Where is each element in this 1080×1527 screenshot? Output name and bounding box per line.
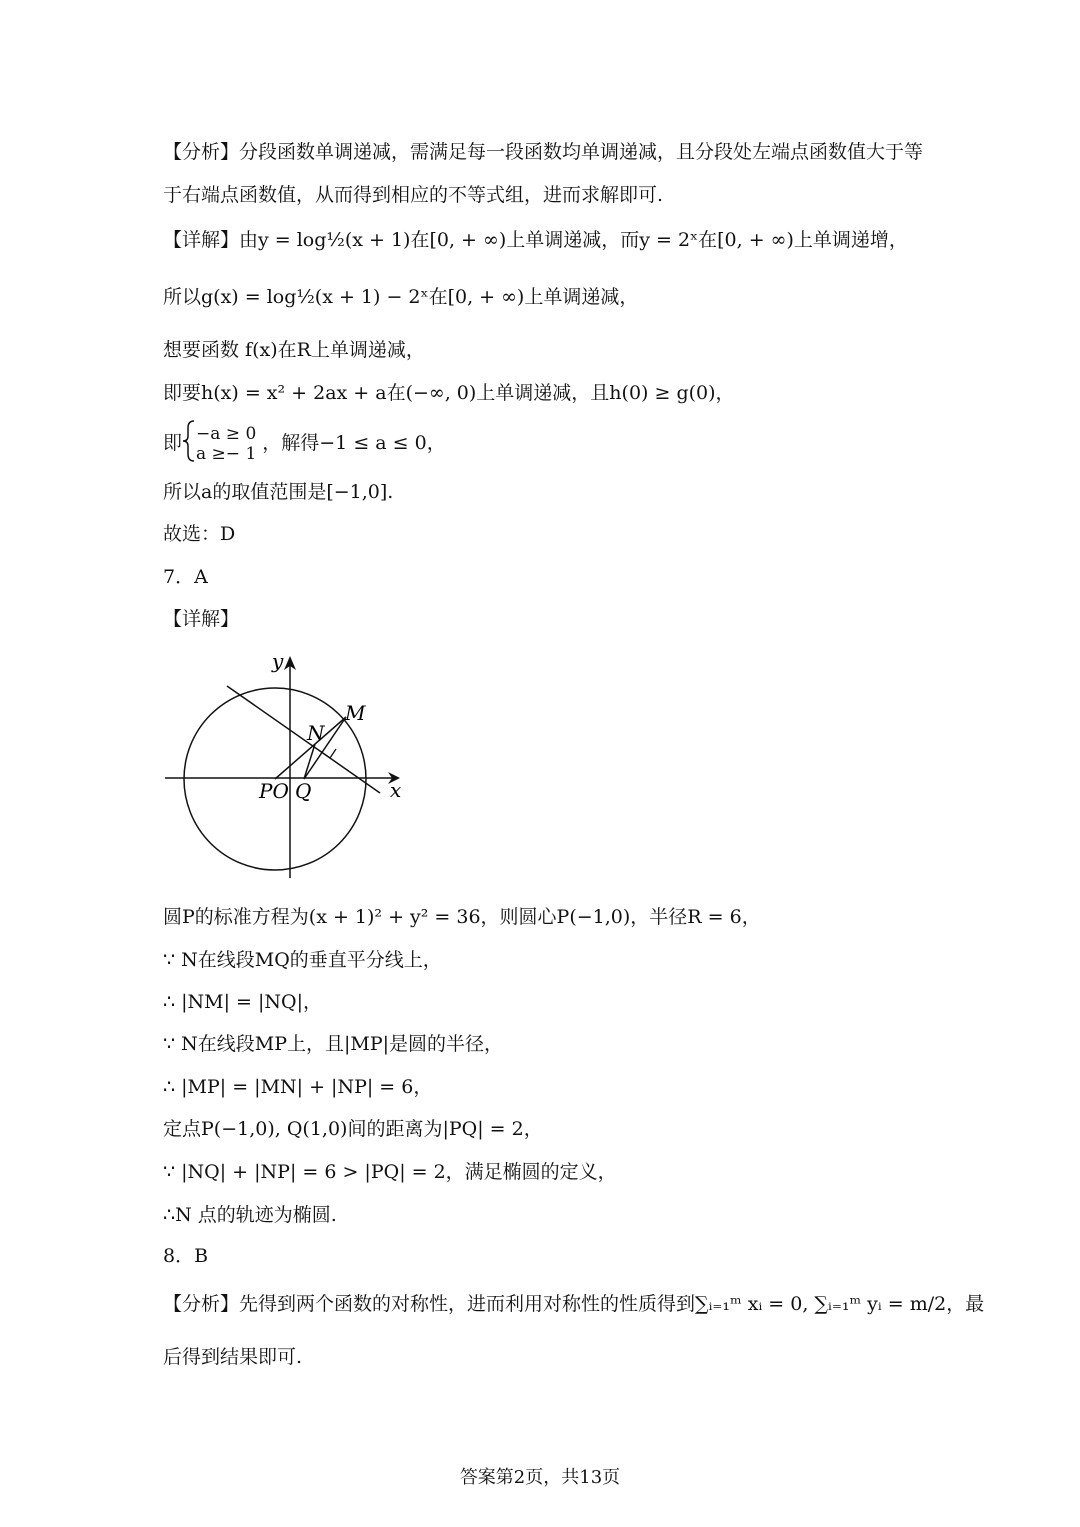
label-y: y (272, 649, 284, 673)
label-po: PO (259, 779, 289, 803)
q7-line4: ∵ N在线段MP上，且|MP|是圆的半径， (163, 1033, 504, 1055)
q7-detail-header: 【详解】 (163, 608, 240, 630)
detail6-line6: 所以a的取值范围是[−1,0]. (163, 481, 394, 503)
detail6-line2: 所以g(x) = log½(x + 1) − 2ˣ在[0, + ∞)上单调递减， (163, 286, 639, 308)
page-footer: 答案第2页，共13页 (459, 1467, 621, 1488)
q7-line2: ∵ N在线段MQ的垂直平分线上， (163, 949, 442, 971)
inequality-2: a ≥− 1 (196, 444, 257, 464)
q7-line1: 圆P的标准方程为(x + 1)² + y² = 36，则圆心P(−1,0)，半径R = 6， (163, 906, 761, 928)
detail6-line1: 【详解】由y = log½(x + 1)在[0, + ∞)上单调递减，而y = 2ˣ在[0, + ∞)上单调递增， (163, 229, 908, 251)
analysis6-line2: 于右端点函数值，从而得到相应的不等式组，进而求解即可. (163, 184, 664, 206)
ellipse-locus-figure (160, 648, 420, 883)
label-x: x (390, 778, 402, 802)
detail6-line5-suffix: ，解得−1 ≤ a ≤ 0， (262, 432, 446, 454)
q8-answer: 8．B (163, 1245, 209, 1267)
detail6-line5-prefix: 即 (163, 432, 183, 454)
q8-line1: 【分析】先得到两个函数的对称性，进而利用对称性的性质得到∑ᵢ₌₁ᵐ xᵢ = 0, ∑ᵢ₌₁ᵐ yᵢ = m/2，最 (163, 1293, 985, 1315)
analysis6-line1: 【分析】分段函数单调递减，需满足每一段函数均单调递减，且分段处左端点函数值大于等 (163, 141, 924, 163)
inequality-1: −a ≥ 0 (196, 424, 257, 444)
q7-line7: ∵ |NQ| + |NP| = 6 > |PQ| = 2，满足椭圆的定义， (163, 1161, 617, 1183)
detail6-line3: 想要函数 f(x)在R上单调递减， (163, 339, 425, 361)
label-n: N (307, 721, 325, 745)
detail6-line4: 即要h(x) = x² + 2ax + a在(−∞, 0)上单调递减，且h(0) ≥ g(0)， (163, 382, 735, 404)
label-m: M (345, 701, 366, 725)
q7-line5: ∴ |MP| = |MN| + |NP| = 6， (163, 1076, 433, 1098)
brace-icon (182, 420, 196, 468)
inequality-system (196, 424, 256, 464)
detail6-line7: 故选：D (163, 523, 236, 545)
detail6-line5 (163, 420, 446, 468)
q8-line2: 后得到结果即可. (163, 1346, 303, 1368)
q7-answer: 7．A (163, 566, 208, 588)
q7-line3: ∴ |NM| = |NQ|， (163, 991, 323, 1013)
label-q: Q (295, 779, 312, 803)
q7-line8: ∴N 点的轨迹为椭圆. (163, 1204, 337, 1226)
q7-line6: 定点P(−1,0), Q(1,0)间的距离为|PQ| = 2， (163, 1118, 543, 1140)
